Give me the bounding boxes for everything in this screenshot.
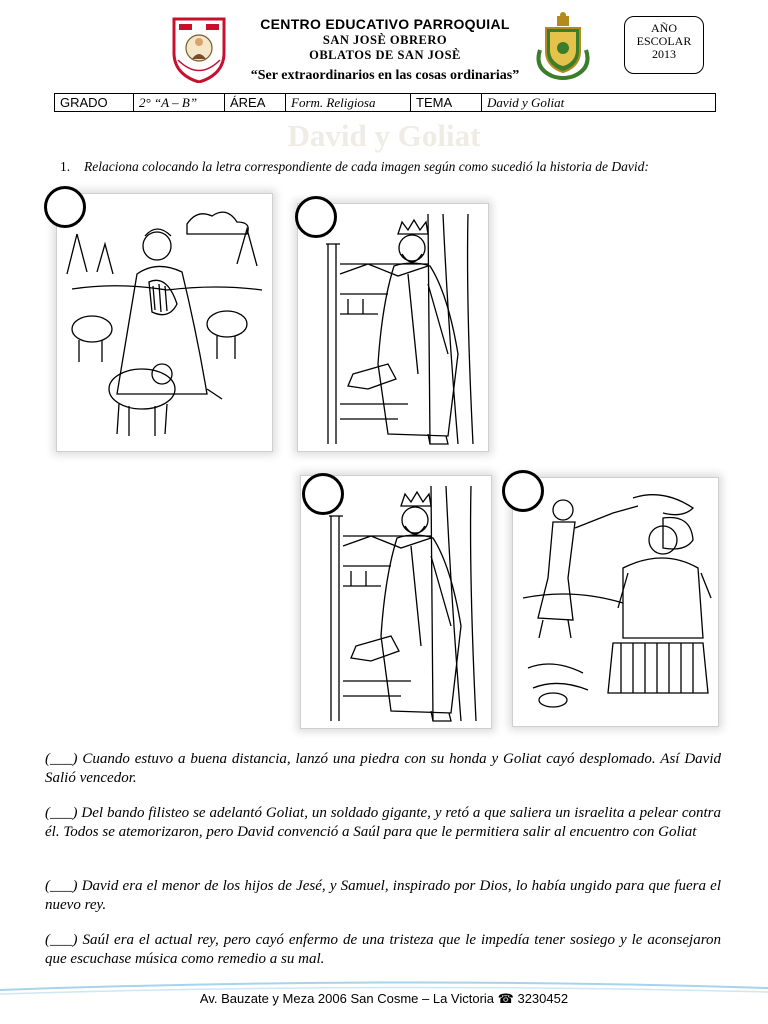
instruction — [60, 159, 750, 175]
footer-address — [0, 991, 768, 1007]
phone-icon: ☎ — [497, 991, 514, 1006]
grado-label: GRADO — [55, 94, 134, 112]
area-value: Form. Religiosa — [286, 94, 411, 112]
answer-circle-3[interactable] — [302, 473, 344, 515]
year-box-line2: ESCOLAR — [636, 34, 692, 48]
grado-value: 2° “A – B” — [134, 94, 225, 112]
footer-address-text: Av. Bauzate y Meza 2006 San Cosme – La Victoria — [199, 991, 498, 1006]
statement-1: (___) Cuando estuvo a buena distancia, lanzó una piedra con su honda y Goliat cayó desplomado. Así David Salió vencedor. — [45, 751, 721, 786]
tema-value: David y Goliat — [482, 94, 716, 112]
area-label: ÁREA — [225, 94, 286, 112]
answer-circle-2[interactable] — [295, 196, 337, 238]
oblates-crest-icon — [530, 10, 596, 80]
school-subtitle-1: SAN JOSÈ OBRERO — [322, 33, 448, 47]
picture-card-2 — [297, 203, 489, 452]
statement-2: (___) Del bando filisteo se adelantó Goliat, un soldado gigante, y retó a que saliera un israelita a pelear contra él. Todos se atemorizaron, pero David convenció a Saúl para que le permitiera salir al encuentro con Goliat — [45, 805, 721, 840]
watermark-title: David y Goliat — [287, 118, 481, 153]
school-subtitle-2: OBLATOS DE SAN JOSÈ — [309, 48, 461, 62]
statement-4: (___) Saúl era el actual rey, pero cayó enfermo de una tristeza que le impedía tener sosiego y le aconsejaron que escuchase música como remedio a su mal. — [45, 932, 721, 967]
school-year-box — [624, 16, 704, 74]
school-motto: “Ser extraordinarios en las cosas ordinarias” — [250, 68, 520, 83]
picture-card-1 — [56, 193, 273, 452]
info-table — [54, 93, 716, 112]
david-playing-harp-icon — [57, 194, 272, 451]
footer-phone: 3230452 — [517, 991, 569, 1006]
picture-card-4 — [512, 477, 719, 727]
school-name: CENTRO EDUCATIVO PARROQUIAL — [260, 16, 510, 32]
king-saul-icon — [298, 204, 488, 451]
david-slinging-goliath-icon — [513, 478, 718, 726]
answer-circle-4[interactable] — [502, 470, 544, 512]
answer-circle-1[interactable] — [44, 186, 86, 228]
statement-3: (___) David era el menor de los hijos de Jesé, y Samuel, inspirado por Dios, lo había ungido para que fuera el nuevo rey. — [45, 878, 721, 913]
tema-label: TEMA — [411, 94, 482, 112]
year-box-line1: AÑO — [651, 21, 677, 35]
instruction-text: Relaciona colocando la letra correspondiente de cada imagen según como sucedió la historia de David: — [84, 159, 649, 174]
instruction-number: 1. — [60, 159, 71, 174]
year-box-line3: 2013 — [652, 47, 676, 61]
